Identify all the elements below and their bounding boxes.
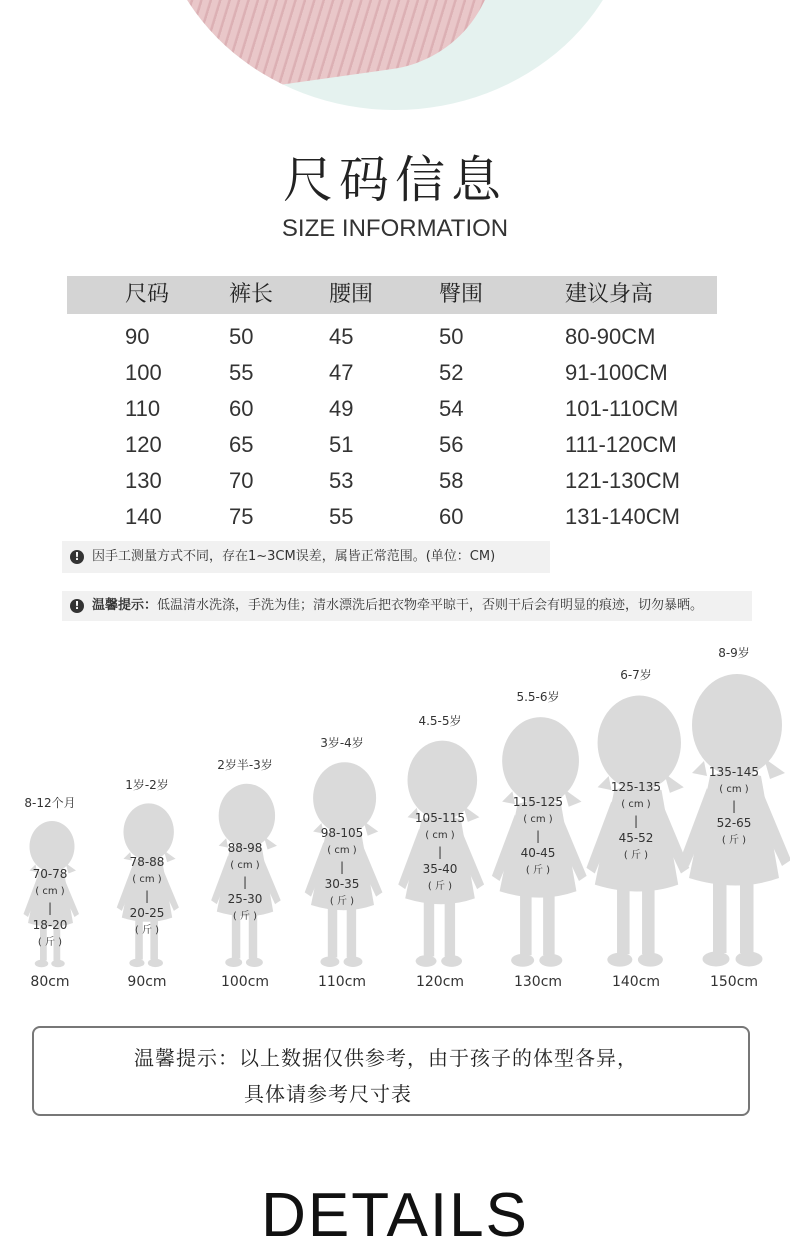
table-row <box>67 498 717 534</box>
table-row <box>67 390 717 426</box>
cell: 58 <box>439 468 464 493</box>
separator: | <box>339 860 345 875</box>
cell: 53 <box>329 468 354 493</box>
cell: 80-90CM <box>565 324 656 349</box>
header-pants-length: 裤长 <box>229 282 274 307</box>
warning-icon: ! <box>70 550 84 564</box>
cell: 140 <box>125 504 162 529</box>
cell: 90 <box>125 324 150 349</box>
table-row <box>67 354 717 390</box>
age-label: 4.5-5岁 <box>418 714 462 728</box>
weight-range: 35-40 <box>422 862 458 877</box>
cell: 121-130CM <box>565 468 680 493</box>
cell: 101-110CM <box>565 396 679 421</box>
separator: | <box>144 888 150 903</box>
size-measure <box>699 764 769 849</box>
cell: 91-100CM <box>565 360 668 385</box>
height-label: 150cm <box>709 974 759 990</box>
cell: 45 <box>329 324 354 349</box>
separator: | <box>47 901 53 915</box>
table-row <box>67 318 717 354</box>
size-measure <box>307 825 377 910</box>
cell: 51 <box>329 432 354 457</box>
height-range: 78-88 <box>129 854 165 869</box>
size-measure <box>15 866 85 951</box>
page-title-en: SIZE INFORMATION <box>281 215 509 242</box>
height-unit: ( cm ) <box>621 798 651 810</box>
fabric-photo <box>155 0 635 110</box>
weight-unit: ( 斤 ) <box>37 937 63 948</box>
age-label: 6-7岁 <box>620 668 652 682</box>
weight-unit: ( 斤 ) <box>232 911 258 923</box>
care-note-label: 温馨提示： <box>92 598 158 613</box>
height-unit: ( cm ) <box>132 873 162 885</box>
height-unit: ( cm ) <box>327 845 357 857</box>
size-measure <box>210 840 280 925</box>
height-unit: ( cm ) <box>523 813 553 825</box>
cell: 70 <box>229 468 254 493</box>
tip-line-1: 温馨提示：以上数据仅供参考，由于孩子的体型各异， <box>134 1046 638 1070</box>
tip-box <box>32 1026 750 1116</box>
height-label: 110cm <box>317 974 367 990</box>
cell: 75 <box>229 504 254 529</box>
weight-range: 45-52 <box>618 830 654 845</box>
height-label: 140cm <box>611 974 661 990</box>
cell: 52 <box>439 360 464 385</box>
height-unit: ( cm ) <box>425 830 455 842</box>
age-label: 2岁半-3岁 <box>217 758 273 772</box>
details-heading: DETAILS <box>261 1181 529 1250</box>
cell: 131-140CM <box>565 504 680 529</box>
weight-range: 52-65 <box>716 816 752 830</box>
height-label: 90cm <box>127 974 167 990</box>
height-label: 120cm <box>415 974 465 990</box>
weight-unit: ( 斤 ) <box>329 896 355 908</box>
age-label: 3岁-4岁 <box>320 736 364 750</box>
separator: | <box>437 845 443 860</box>
header-size: 尺码 <box>125 282 170 307</box>
weight-unit: ( 斤 ) <box>427 881 453 893</box>
weight-range: 25-30 <box>227 892 263 907</box>
height-label: 80cm <box>30 974 70 990</box>
warning-icon: ! <box>70 599 84 613</box>
separator: | <box>242 875 248 890</box>
header-waist: 腰围 <box>329 282 374 307</box>
age-label: 1岁-2岁 <box>125 778 169 792</box>
height-range: 115-125 <box>512 794 564 809</box>
weight-range: 40-45 <box>520 845 556 860</box>
height-label: 130cm <box>513 974 563 990</box>
separator: | <box>535 828 541 843</box>
cell: 49 <box>329 396 354 421</box>
cell: 130 <box>125 468 162 493</box>
size-measure <box>503 794 573 879</box>
weight-unit: ( 斤 ) <box>721 835 747 846</box>
height-unit: ( cm ) <box>230 860 260 872</box>
tip-line-2: 具体请参考尺寸表 <box>244 1082 412 1106</box>
cell: 56 <box>439 432 464 457</box>
cell: 55 <box>329 504 354 529</box>
age-label: 5.5-6岁 <box>516 690 560 704</box>
separator: | <box>633 813 639 828</box>
weight-range: 20-25 <box>129 905 165 920</box>
weight-unit: ( 斤 ) <box>623 849 649 861</box>
care-note <box>62 591 752 621</box>
height-unit: ( cm ) <box>35 886 65 897</box>
height-range: 70-78 <box>32 867 68 881</box>
cell: 47 <box>329 360 354 385</box>
height-chart <box>0 640 790 1000</box>
cell: 100 <box>125 360 162 385</box>
age-label: 8-9岁 <box>718 646 750 660</box>
measurement-note <box>62 541 550 573</box>
cell: 54 <box>439 396 464 421</box>
weight-unit: ( 斤 ) <box>525 864 551 876</box>
cell: 50 <box>229 324 254 349</box>
weight-range: 30-35 <box>324 877 360 892</box>
cell: 111-120CM <box>565 432 677 457</box>
table-row <box>67 462 717 498</box>
cell: 120 <box>125 432 162 457</box>
header-hip: 臀围 <box>439 282 484 307</box>
separator: | <box>731 799 737 813</box>
page-title-cn: 尺码信息 <box>283 151 507 209</box>
size-table <box>67 276 717 534</box>
table-row <box>67 426 717 462</box>
height-range: 125-135 <box>610 779 662 794</box>
measurement-note-text: 因手工测量方式不同，存在1~3CM误差，属皆正常范围。(单位：CM) <box>92 549 496 564</box>
header-height: 建议身高 <box>565 282 654 307</box>
cell: 60 <box>439 504 464 529</box>
age-label: 8-12个月 <box>24 796 76 810</box>
height-label: 100cm <box>220 974 270 990</box>
care-note-text: 低温清水洗涤，手洗为佳；清水漂洗后把衣物牵平晾干，否则干后会有明显的痕迹，切勿暴晒。 <box>157 598 704 613</box>
size-table-header <box>67 276 717 314</box>
size-measure <box>405 810 475 895</box>
height-range: 135-145 <box>708 765 760 779</box>
height-unit: ( cm ) <box>719 784 749 795</box>
height-range: 105-115 <box>414 811 466 826</box>
height-range: 88-98 <box>227 841 263 856</box>
cell: 50 <box>439 324 464 349</box>
weight-unit: ( 斤 ) <box>134 924 160 936</box>
fabric-ribs <box>155 0 511 105</box>
cell: 110 <box>125 396 161 421</box>
cell: 65 <box>229 432 254 457</box>
weight-range: 18-20 <box>32 918 68 932</box>
cell: 60 <box>229 396 254 421</box>
size-measure <box>112 854 182 939</box>
cell: 55 <box>229 360 254 385</box>
height-range: 98-105 <box>320 826 364 841</box>
